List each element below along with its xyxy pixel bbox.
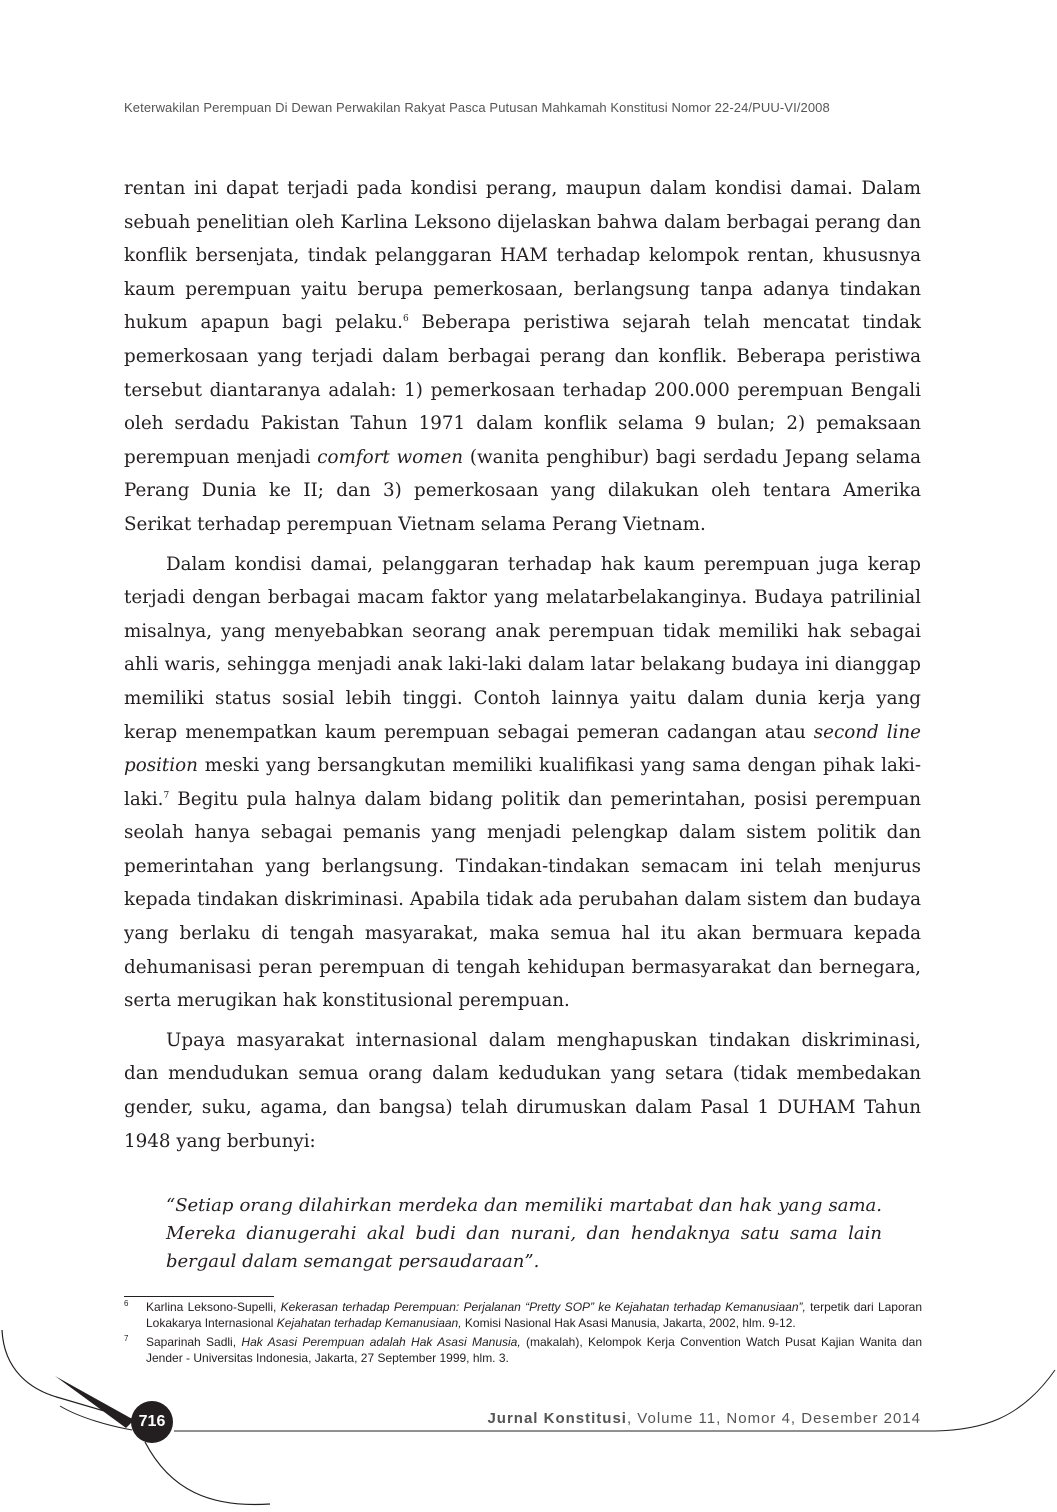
footnote-italic: Kekerasan terhadap Perempuan: Perjalanan “Pretty SOP” ke Kejahatan terhadap Kemanusiaan”, — [280, 1300, 806, 1314]
p2-italic-term: second line position — [124, 721, 921, 777]
p2-text-a: Dalam kondisi damai, pelanggaran terhadap hak kaum perempuan juga kerap terjadi dengan berbagai macam faktor yang melatarbelakanginya. Budaya patrilinial misalnya, yang menyebabkan seorang anak perempuan tidak memiliki hak sebagai ahli waris, sehingga menjadi anak laki-laki dalam latar belakang budaya ini dianggap memiliki status sosial lebih tinggi. Contoh lainnya yaitu dalam dunia kerja yang kerap menempatkan kaum perempuan sebagai pemeran cadangan atau — [124, 553, 921, 743]
footnote-ref-7[interactable]: 7 — [163, 790, 170, 801]
body-text — [124, 172, 921, 1164]
footnote-text: Komisi Nasional Hak Asasi Manusia, Jakarta, 2002, hlm. 9-12. — [461, 1316, 796, 1330]
p1-italic-term: comfort women — [317, 446, 464, 468]
p2-text-b: meski yang bersangkutan memiliki kualifikasi yang sama dengan pihak laki-laki. — [124, 755, 921, 810]
paragraph-1 — [124, 172, 921, 542]
running-header: Keterwakilan Perempuan Di Dewan Perwakilan Rakyat Pasca Putusan Mahkamah Konstitusi Nomor 22-24/PUU-VI/2008 — [124, 100, 830, 115]
paragraph-2 — [124, 548, 921, 1018]
p2-text-c: Begitu pula halnya dalam bidang politik dan pemerintahan, posisi perempuan seolah hanya sebagai pemanis yang menjadi pelengkap dalam sistem politik dan pemerintahan yang berlangsung. Tindakan-tindakan semacam ini telah menjurus kepada tindakan diskriminasi. Apabila tidak ada perubahan dalam sistem dan budaya yang berlaku di tengah masyarakat, maka semua hal itu akan bermuara kepada dehumanisasi peran perempuan di tengah kehidupan bermasyarakat dan bernegara, serta merugikan hak konstitusional perempuan. — [124, 788, 921, 1012]
page-number: 716 — [131, 1401, 173, 1443]
footnote-text: (makalah), Kelompok Kerja Convention Watch Pusat Kajian Wanita dan Jender - Universitas Indonesia, Jakarta, 27 September 1999, hlm. 3. — [146, 1335, 922, 1365]
footnote-text: Saparinah Sadli, — [146, 1335, 242, 1349]
footnote-text: Karlina Leksono-Supelli, — [146, 1300, 281, 1314]
p1-text-b: Beberapa peristiwa sejarah telah mencatat tindak pemerkosaan yang terjadi dalam berbagai perang dan konflik. Beberapa peristiwa tersebut diantaranya adalah: 1) pemerkosaan terhadap 200.000 perempuan Bengali oleh serdadu Pakistan Tahun 1971 dalam konflik selama 9 bulan; 2) pemaksaan perempuan menjadi — [124, 312, 922, 468]
journal-footer — [487, 1410, 921, 1427]
footnote-italic: Kejahatan terhadap Kemanusiaan, — [276, 1316, 462, 1330]
paragraph-3: Upaya masyarakat internasional dalam menghapuskan tindakan diskriminasi, dan mendudukan semua orang dalam kedudukan yang setara (tidak membedakan gender, suku, agama, dan bangsa) telah dirumuskan dalam Pasal 1 DUHAM Tahun 1948 yang berbunyi: — [124, 1029, 921, 1152]
page-corner-decoration — [0, 1290, 1057, 1512]
footnote-ref-6[interactable]: 6 — [403, 314, 409, 325]
p1-text-a: rentan ini dapat terjadi pada kondisi perang, maupun dalam kondisi damai. Dalam sebuah penelitian oleh Karlina Leksono dijelaskan bahwa dalam berbagai perang dan konflik bersenjata, tindak pelanggaran HAM terhadap kelompok rentan, khususnya kaum perempuan yaitu berupa pemerkosaan, berlangsung tanpa adanya tindakan hukum apapun bagi pelaku. — [124, 178, 921, 334]
block-quote: “Setiap orang dilahirkan merdeka dan memiliki martabat dan hak yang sama. Mereka dianugerahi akal budi dan nurani, dan hendaknya satu sama lain bergaul dalam semangat persaudaraan”. — [166, 1195, 882, 1272]
journal-name: Jurnal Konstitusi — [487, 1410, 627, 1427]
footnote-italic: Hak Asasi Perempuan adalah Hak Asasi Manusia, — [241, 1335, 521, 1349]
footnote-number: 7 — [124, 1334, 129, 1343]
p1-text-c: (wanita penghibur) bagi serdadu Jepang selama Perang Dunia ke II; dan 3) pemerkosaan yang dilakukan oleh tentara Amerika Serikat terhadap perempuan Vietnam selama Perang Vietnam. — [124, 446, 921, 535]
footnote-text: terpetik dari Laporan Lokakarya Internasional — [146, 1300, 923, 1330]
journal-issue: , Volume 11, Nomor 4, Desember 2014 — [626, 1410, 921, 1427]
footnote-number: 6 — [124, 1299, 129, 1308]
